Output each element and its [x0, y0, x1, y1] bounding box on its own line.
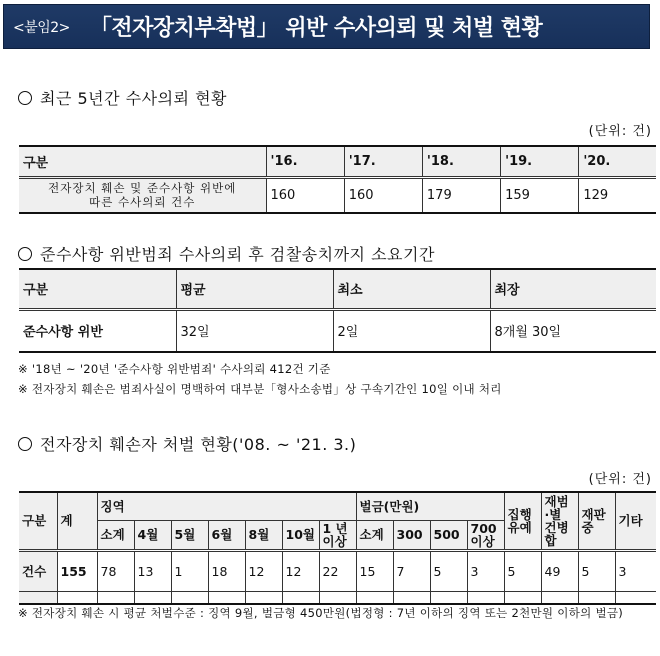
header-category: 구분	[19, 269, 176, 309]
page-title: 「전자장치부착법」 위반 수사의뢰 및 처벌 현황	[89, 16, 543, 41]
blank-cell	[467, 591, 504, 604]
header-year-2020: '20.	[579, 146, 656, 177]
header-prison-subtotal: 소계	[97, 520, 134, 550]
value-maximum: 8개월 30일	[490, 309, 656, 352]
note-basis: ※ '18년 ~ '20년 '준수사항 위반범죄' 수사의뢰 412건 기준	[18, 362, 331, 376]
circle-bullet-icon	[18, 247, 32, 261]
blank-cell	[615, 591, 656, 604]
value-prison-4m: 13	[134, 550, 171, 591]
header-category: 구분	[19, 146, 266, 177]
header-prison-4m: 4월	[134, 520, 171, 550]
value-minimum: 2일	[333, 309, 490, 352]
value-other: 3	[615, 550, 656, 591]
header-prison-10m: 10월	[282, 520, 319, 550]
header-prison: 징역	[97, 492, 356, 520]
value-prison-6m: 18	[208, 550, 245, 591]
header-year-2019: '19.	[501, 146, 579, 177]
header-average: 평균	[176, 269, 333, 309]
header-total: 계	[57, 492, 97, 550]
blank-cell	[430, 591, 467, 604]
value-trial: 5	[578, 550, 615, 591]
header-fine-700-plus: 700 이상	[467, 520, 504, 550]
punishment-table	[19, 491, 656, 605]
value-average: 32일	[176, 309, 333, 352]
header-prison-1y-plus: 1 년 이상	[319, 520, 356, 550]
section1-heading-text: 최근 5년간 수사의뢰 현황	[40, 89, 227, 108]
circle-bullet-icon	[18, 437, 32, 451]
value-2016: 160	[266, 177, 344, 213]
processing-time-table	[19, 268, 656, 353]
header-prison-8m: 8월	[245, 520, 282, 550]
blank-cell	[393, 591, 430, 604]
section3-heading	[18, 432, 356, 455]
investigation-requests-table	[19, 145, 656, 214]
section2-heading-text: 준수사항 위반범죄 수사의뢰 후 검찰송치까지 소요기간	[40, 245, 435, 264]
table-row	[19, 309, 656, 352]
header-year-2018: '18.	[422, 146, 500, 177]
header-year-2016: '16.	[266, 146, 344, 177]
blank-cell	[541, 591, 578, 604]
attachment-tag: <붙임2>	[13, 19, 70, 36]
blank-cell	[208, 591, 245, 604]
blank-cell	[504, 591, 541, 604]
row-label-line2: 따른 수사의뢰 건수	[89, 195, 196, 210]
note-average-punishment: ※ 전자장치 훼손 시 평균 처벌수준 : 징역 9월, 벌금형 450만원(법정형 : 7년 이하의 징역 또는 2천만원 이하의 벌금)	[18, 606, 624, 620]
value-prison-10m: 12	[282, 550, 319, 591]
blank-cell	[57, 591, 97, 604]
circle-bullet-icon	[18, 91, 32, 105]
row-label: 준수사항 위반	[19, 309, 176, 352]
value-prison-5m: 1	[171, 550, 208, 591]
row-label-line1: 전자장치 훼손 및 준수사항 위반에	[48, 181, 237, 196]
header-category: 구분	[19, 492, 57, 550]
value-2017: 160	[344, 177, 422, 213]
row-label: 건수	[19, 550, 57, 591]
value-prison-subtotal: 78	[97, 550, 134, 591]
header-minimum: 최소	[333, 269, 490, 309]
section3-unit: (단위: 건)	[588, 472, 652, 487]
blank-cell	[171, 591, 208, 604]
blank-cell	[356, 591, 393, 604]
section1-unit: (단위: 건)	[588, 124, 652, 139]
value-2020: 129	[579, 177, 656, 213]
section2-heading	[18, 242, 435, 265]
value-fine-700-plus: 3	[467, 550, 504, 591]
header-combined: 재범·별건병합	[541, 492, 578, 550]
value-prison-8m: 12	[245, 550, 282, 591]
blank-cell	[319, 591, 356, 604]
row-label	[19, 177, 266, 213]
value-total: 155	[57, 550, 97, 591]
blank-cell	[578, 591, 615, 604]
header-fine-300: 300	[393, 520, 430, 550]
note-processing: ※ 전자장치 훼손은 범죄사실이 명백하여 대부분「형사소송법」상 구속기간인 10일 이내 처리	[18, 382, 502, 396]
value-fine-300: 7	[393, 550, 430, 591]
table-row	[19, 550, 656, 591]
header-fine: 벌금(만원)	[356, 492, 504, 520]
header-year-2017: '17.	[344, 146, 422, 177]
value-2019: 159	[501, 177, 579, 213]
value-fine-500: 5	[430, 550, 467, 591]
header-maximum: 최장	[490, 269, 656, 309]
table-row	[19, 177, 656, 213]
blank-cell	[19, 591, 57, 604]
header-suspended: 집행유예	[504, 492, 541, 550]
header-other: 기타	[615, 492, 656, 550]
blank-cell	[97, 591, 134, 604]
blank-cell	[282, 591, 319, 604]
value-suspended: 5	[504, 550, 541, 591]
header-fine-subtotal: 소계	[356, 520, 393, 550]
section1-heading	[18, 86, 227, 109]
value-prison-1y-plus: 22	[319, 550, 356, 591]
header-prison-5m: 5월	[171, 520, 208, 550]
title-banner	[3, 4, 650, 49]
blank-cell	[134, 591, 171, 604]
header-fine-500: 500	[430, 520, 467, 550]
header-prison-6m: 6월	[208, 520, 245, 550]
section3-heading-text: 전자장치 훼손자 처벌 현황('08. ~ '21. 3.)	[40, 435, 357, 454]
blank-cell	[245, 591, 282, 604]
header-trial: 재판중	[578, 492, 615, 550]
value-combined: 49	[541, 550, 578, 591]
value-fine-subtotal: 15	[356, 550, 393, 591]
value-2018: 179	[422, 177, 500, 213]
